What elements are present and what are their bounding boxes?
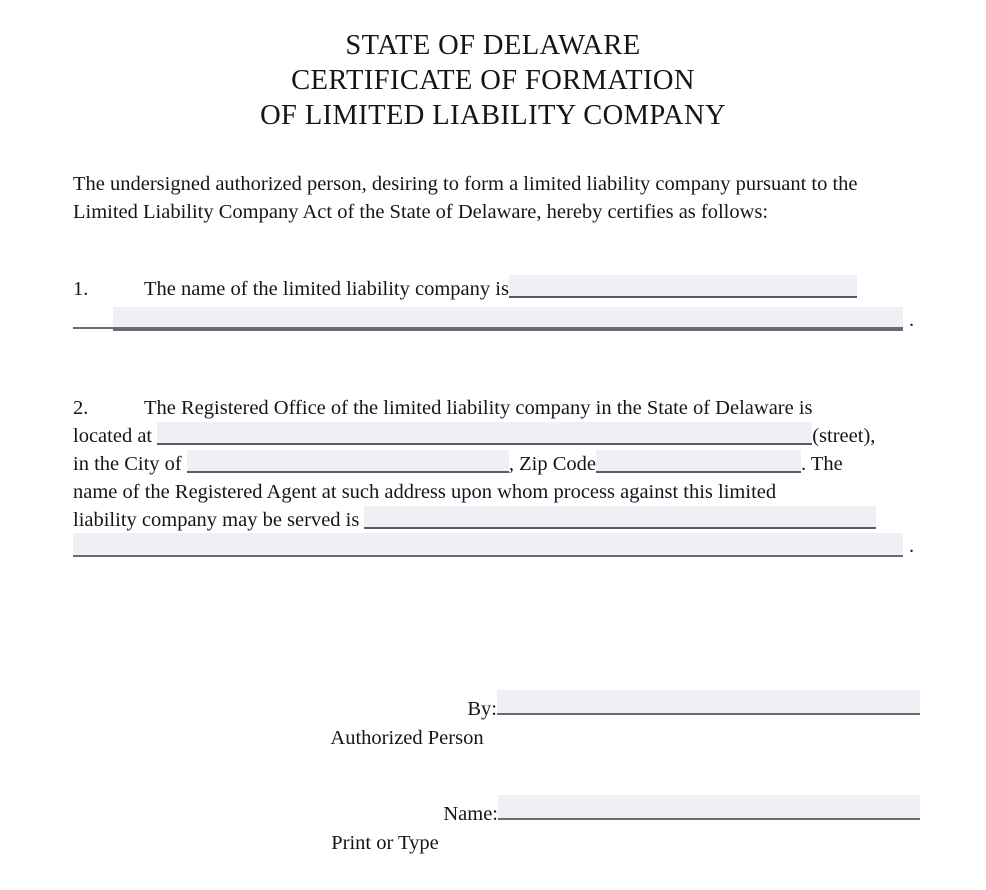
- clause-2-number: 2.: [73, 397, 89, 419]
- signature-name-caption: Print or Type: [331, 832, 439, 854]
- clause-2: [73, 394, 921, 534]
- registered-office-zip-field[interactable]: [596, 450, 801, 473]
- title-line-3: OF LIMITED LIABILITY COMPANY: [260, 100, 726, 131]
- registered-office-street-field[interactable]: [157, 422, 812, 445]
- registered-agent-name-field[interactable]: [364, 506, 876, 529]
- clause-1: [73, 275, 921, 303]
- signature-name-field[interactable]: [498, 795, 920, 820]
- signature-by-group: [0, 690, 986, 752]
- signature-by-caption: Authorized Person: [330, 727, 484, 749]
- registered-agent-name-field-continuation[interactable]: [73, 533, 903, 557]
- clause-2-after-zip-text: . The: [801, 453, 843, 475]
- signature-name-row: [0, 795, 986, 827]
- company-name-baseline-rule: [73, 327, 903, 329]
- clause-2-agent-lead-text: liability company may be served is: [73, 509, 360, 531]
- clause-2-terminator: .: [909, 535, 915, 557]
- clause-1-text: The name of the limited liability company is: [144, 278, 509, 300]
- clause-2-street-label: (street),: [812, 425, 876, 447]
- document-title: [0, 28, 986, 133]
- title-line-1: STATE OF DELAWARE: [345, 30, 641, 61]
- clause-2-lead-text: The Registered Office of the limited liability company in the State of Delaware is: [144, 397, 813, 419]
- signature-name-group: [0, 795, 986, 857]
- signature-name-label: Name:: [443, 803, 498, 825]
- clause-2-zip-label: , Zip Code: [508, 453, 597, 475]
- title-line-2: CERTIFICATE OF FORMATION: [291, 65, 695, 96]
- registered-office-city-field[interactable]: [187, 450, 509, 473]
- signature-by-row: [0, 690, 986, 722]
- clause-1-terminator: .: [909, 309, 915, 331]
- clause-1-number: 1.: [73, 278, 89, 300]
- clause-2-city-label: in the City of: [73, 453, 182, 475]
- clause-2-agent-text: name of the Registered Agent at such address upon whom process against this limited: [73, 481, 777, 503]
- intro-paragraph: The undersigned authorized person, desiring to form a limited liability company pursuant to the Limited Liability Company Act of the State of Delaware, hereby certifies as follows:: [73, 173, 858, 223]
- clause-2-located-at-label: located at: [73, 425, 153, 447]
- signature-by-field[interactable]: [497, 690, 920, 715]
- company-name-field[interactable]: [509, 275, 857, 298]
- signature-by-label: By:: [467, 698, 497, 720]
